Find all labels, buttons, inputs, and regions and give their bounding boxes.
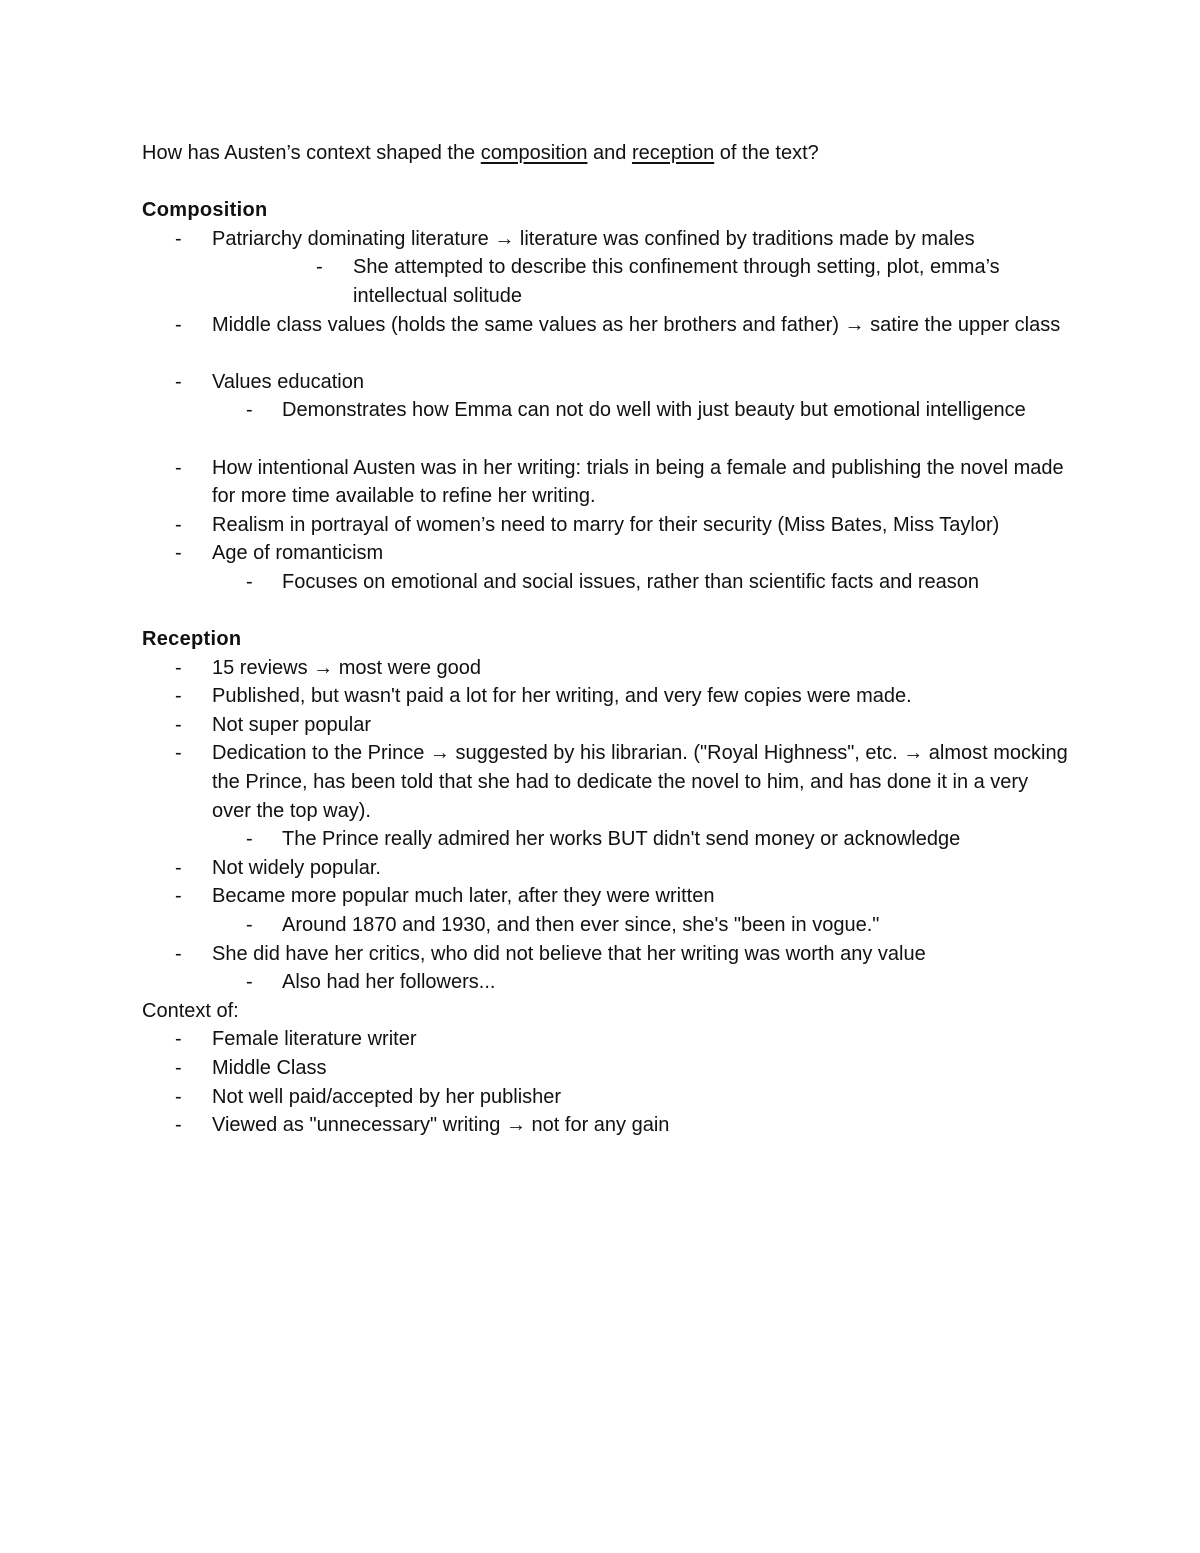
- blank-line: [142, 339, 1072, 368]
- composition-item: [142, 368, 1072, 397]
- context-item-text: Female literature writer: [212, 1028, 417, 1051]
- composition-item: [142, 539, 1072, 568]
- context-item-text: Middle Class: [212, 1057, 327, 1079]
- composition-item-text: Patriarchy dominating literature → literature was confined by traditions made by males: [212, 227, 975, 250]
- reception-subitem: [142, 911, 1072, 940]
- bullet-dash: -: [175, 313, 182, 336]
- question-middle: and: [587, 142, 632, 164]
- bullet-dash: -: [175, 456, 182, 479]
- bullet-dash: -: [316, 256, 323, 279]
- bullet-dash: -: [246, 399, 253, 422]
- bullet-dash: -: [175, 713, 182, 736]
- reception-subitem: [142, 968, 1072, 997]
- reception-item: [142, 654, 1072, 683]
- composition-subitem-text: Demonstrates how Emma can not do well with just beauty but emotional intelligence: [282, 399, 1026, 422]
- bullet-dash: -: [175, 742, 182, 765]
- composition-subitem-text: She attempted to describe this confinement through setting, plot, emma’s intellectual solitude: [353, 256, 1000, 307]
- reception-heading: Reception: [142, 628, 242, 651]
- reception-item-text: Published, but wasn't paid a lot for her writing, and very few copies were made.: [212, 685, 912, 708]
- bullet-dash: -: [175, 656, 182, 679]
- composition-item-text: Middle class values (holds the same values as her brothers and father) → satire the upper class: [212, 313, 1061, 336]
- composition-item-text: Values education: [212, 370, 364, 393]
- blank-line: [142, 425, 1072, 454]
- reception-item-text: Not super popular: [212, 713, 371, 736]
- bullet-dash: -: [175, 513, 182, 536]
- bullet-dash: -: [246, 570, 253, 593]
- composition-heading: Composition: [142, 199, 268, 222]
- bullet-dash: -: [246, 828, 253, 851]
- question-term-composition: composition: [480, 142, 588, 164]
- reception-item-text: Dedication to the Prince → suggested by his librarian. ("Royal Highness", etc. → almost mocking the Prince, has been told that she had to dedicate the novel to him, and has done it in a very over the top way).: [212, 742, 1068, 822]
- blank-line: [142, 597, 1072, 626]
- composition-item: [142, 225, 1072, 254]
- reception-subitem: [142, 825, 1072, 854]
- reception-subitem-text: Around 1870 and 1930, and then ever since, she's "been in vogue.": [282, 914, 880, 937]
- bullet-dash: -: [246, 971, 253, 994]
- context-item: [142, 1025, 1072, 1054]
- composition-item-text: Age of romanticism: [212, 542, 384, 565]
- reception-item: [142, 739, 1072, 825]
- bullet-dash: -: [175, 1057, 182, 1079]
- reception-item: [142, 882, 1072, 911]
- reception-item-text: She did have her critics, who did not believe that her writing was worth any value: [212, 942, 926, 965]
- composition-subitem: [142, 396, 1072, 425]
- reception-item: [142, 940, 1072, 969]
- reception-subitem-text: The Prince really admired her works BUT didn't send money or acknowledge: [282, 828, 961, 851]
- reception-subitem-text: Also had her followers...: [282, 971, 496, 994]
- bullet-dash: -: [175, 370, 182, 393]
- document-question: [142, 139, 1072, 168]
- bullet-dash: -: [175, 1085, 182, 1108]
- composition-item: [142, 311, 1072, 340]
- composition-item: [142, 454, 1072, 511]
- reception-item: [142, 711, 1072, 740]
- question-term-reception: reception: [631, 142, 715, 164]
- bullet-dash: -: [175, 227, 182, 250]
- bullet-dash: -: [175, 885, 182, 908]
- reception-item: [142, 854, 1072, 883]
- bullet-dash: -: [246, 914, 253, 937]
- question-suffix: of the text?: [714, 142, 819, 164]
- composition-item-text: Realism in portrayal of women’s need to marry for their security (Miss Bates, Miss Taylor): [212, 513, 1000, 536]
- composition-subitem-text: Focuses on emotional and social issues, rather than scientific facts and reason: [282, 570, 980, 593]
- document-body: [142, 139, 1072, 1140]
- composition-subitem: [142, 253, 1072, 310]
- reception-item: [142, 682, 1072, 711]
- composition-item-text: How intentional Austen was in her writing: trials in being a female and publishing the novel made for more time available to refine her writing.: [212, 456, 1064, 508]
- bullet-dash: -: [175, 685, 182, 708]
- context-item-text: Viewed as "unnecessary" writing → not for any gain: [212, 1114, 670, 1137]
- context-item: [142, 1054, 1072, 1083]
- reception-item-text: Not widely popular.: [212, 856, 381, 879]
- bullet-dash: -: [175, 942, 182, 965]
- reception-item-text: 15 reviews → most were good: [212, 656, 482, 679]
- context-item: [142, 1083, 1072, 1112]
- bullet-dash: -: [175, 1028, 182, 1051]
- reception-item-text: Became more popular much later, after they were written: [212, 885, 715, 908]
- composition-item: [142, 511, 1072, 540]
- context-item: [142, 1111, 1072, 1140]
- context-heading: Context of:: [142, 999, 239, 1022]
- composition-subitem: [142, 568, 1072, 597]
- bullet-dash: -: [175, 856, 182, 879]
- bullet-dash: -: [175, 542, 182, 565]
- bullet-dash: -: [175, 1114, 182, 1137]
- blank-line: [142, 168, 1072, 197]
- context-item-text: Not well paid/accepted by her publisher: [212, 1085, 562, 1108]
- question-prefix: How has Austen’s context shaped the: [142, 142, 481, 164]
